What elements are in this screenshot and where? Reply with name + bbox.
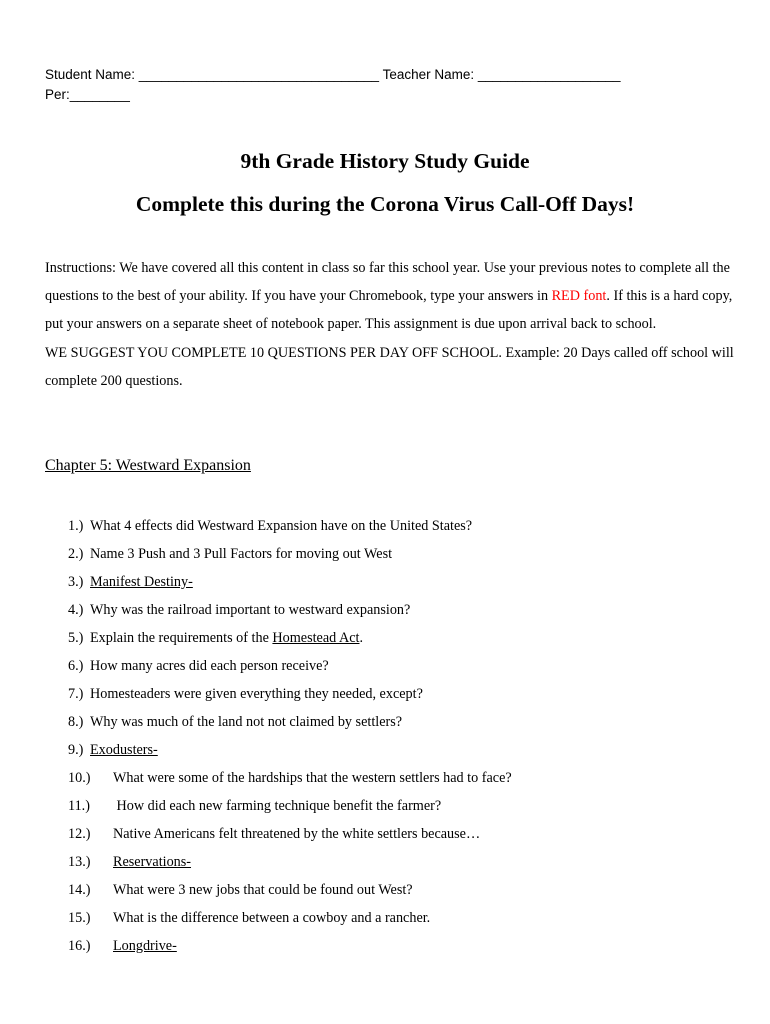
instructions-text: Instructions: We have covered all this content in class so far this school year. Use your previous notes to complete all the questions to the best of your ability. If you have your Chromebook, type your answers in xyxy=(45,260,730,305)
question-term: Longdrive- xyxy=(113,938,177,954)
question-number: 10.) xyxy=(68,770,91,786)
student-teacher-name-line: Student Name: ________________________________ Teacher Name: ___________________ xyxy=(45,67,621,82)
question-number: 11.) xyxy=(68,798,90,814)
question-text: Name 3 Push and 3 Pull Factors for moving out West xyxy=(90,546,393,562)
question-number: 15.) xyxy=(68,910,91,926)
question-text: Why was the railroad important to westward expansion? xyxy=(90,602,411,618)
question-term: Reservations- xyxy=(113,854,192,870)
chapter-heading: Chapter 5: Westward Expansion xyxy=(45,457,251,474)
document-title: 9th Grade History Study Guide xyxy=(240,149,530,173)
question-text: How did each new farming technique benefit the farmer? xyxy=(113,798,442,814)
question-text: What 4 effects did Westward Expansion have on the United States? xyxy=(90,518,473,534)
suggestion-paragraph: WE SUGGEST YOU COMPLETE 10 QUESTIONS PER DAY OFF SCHOOL. Example: 20 Days called off school will complete 200 questions. xyxy=(45,344,734,389)
question-number: 2.) xyxy=(68,546,84,562)
instructions-paragraph xyxy=(45,254,735,339)
question-term: Exodusters- xyxy=(90,742,158,758)
question-text: What were 3 new jobs that could be found out West? xyxy=(113,882,413,898)
question-number: 8.) xyxy=(68,714,84,730)
question-text-pre: Explain the requirements of the xyxy=(90,630,273,646)
question-text: What is the difference between a cowboy and a rancher. xyxy=(113,910,431,926)
red-font-text: RED font xyxy=(551,288,607,305)
question-text: What were some of the hardships that the western settlers had to face? xyxy=(113,770,512,786)
document-subtitle: Complete this during the Corona Virus Call-Off Days! xyxy=(135,192,635,216)
question-number: 7.) xyxy=(68,686,84,702)
question-number: 13.) xyxy=(68,854,91,870)
question-number: 5.) xyxy=(68,630,84,646)
question-number: 1.) xyxy=(68,518,84,534)
question-text-post: . xyxy=(359,630,364,646)
question-term: Manifest Destiny- xyxy=(90,574,193,590)
question-text: Why was much of the land not not claimed by settlers? xyxy=(90,714,403,730)
question-number: 9.) xyxy=(68,742,84,758)
question-term: Homestead Act xyxy=(272,630,360,646)
question-text: Native Americans felt threatened by the white settlers because… xyxy=(113,826,481,842)
question-text: Homesteaders were given everything they needed, except? xyxy=(90,686,423,702)
question-number: 6.) xyxy=(68,658,84,674)
question-number: 12.) xyxy=(68,826,91,842)
question-text: How many acres did each person receive? xyxy=(90,658,329,674)
question-number: 4.) xyxy=(68,602,84,618)
question-number: 14.) xyxy=(68,882,91,898)
instructions-block xyxy=(45,254,735,395)
instructions-text-continued: . If this is a hard copy, put your answers on a separate sheet of notebook paper. This assignment is due upon arrival back to school. xyxy=(45,288,733,333)
question-number: 3.) xyxy=(68,574,84,590)
period-line: Per:________ xyxy=(45,87,130,102)
question-number: 16.) xyxy=(68,938,91,954)
question-text xyxy=(90,629,363,647)
